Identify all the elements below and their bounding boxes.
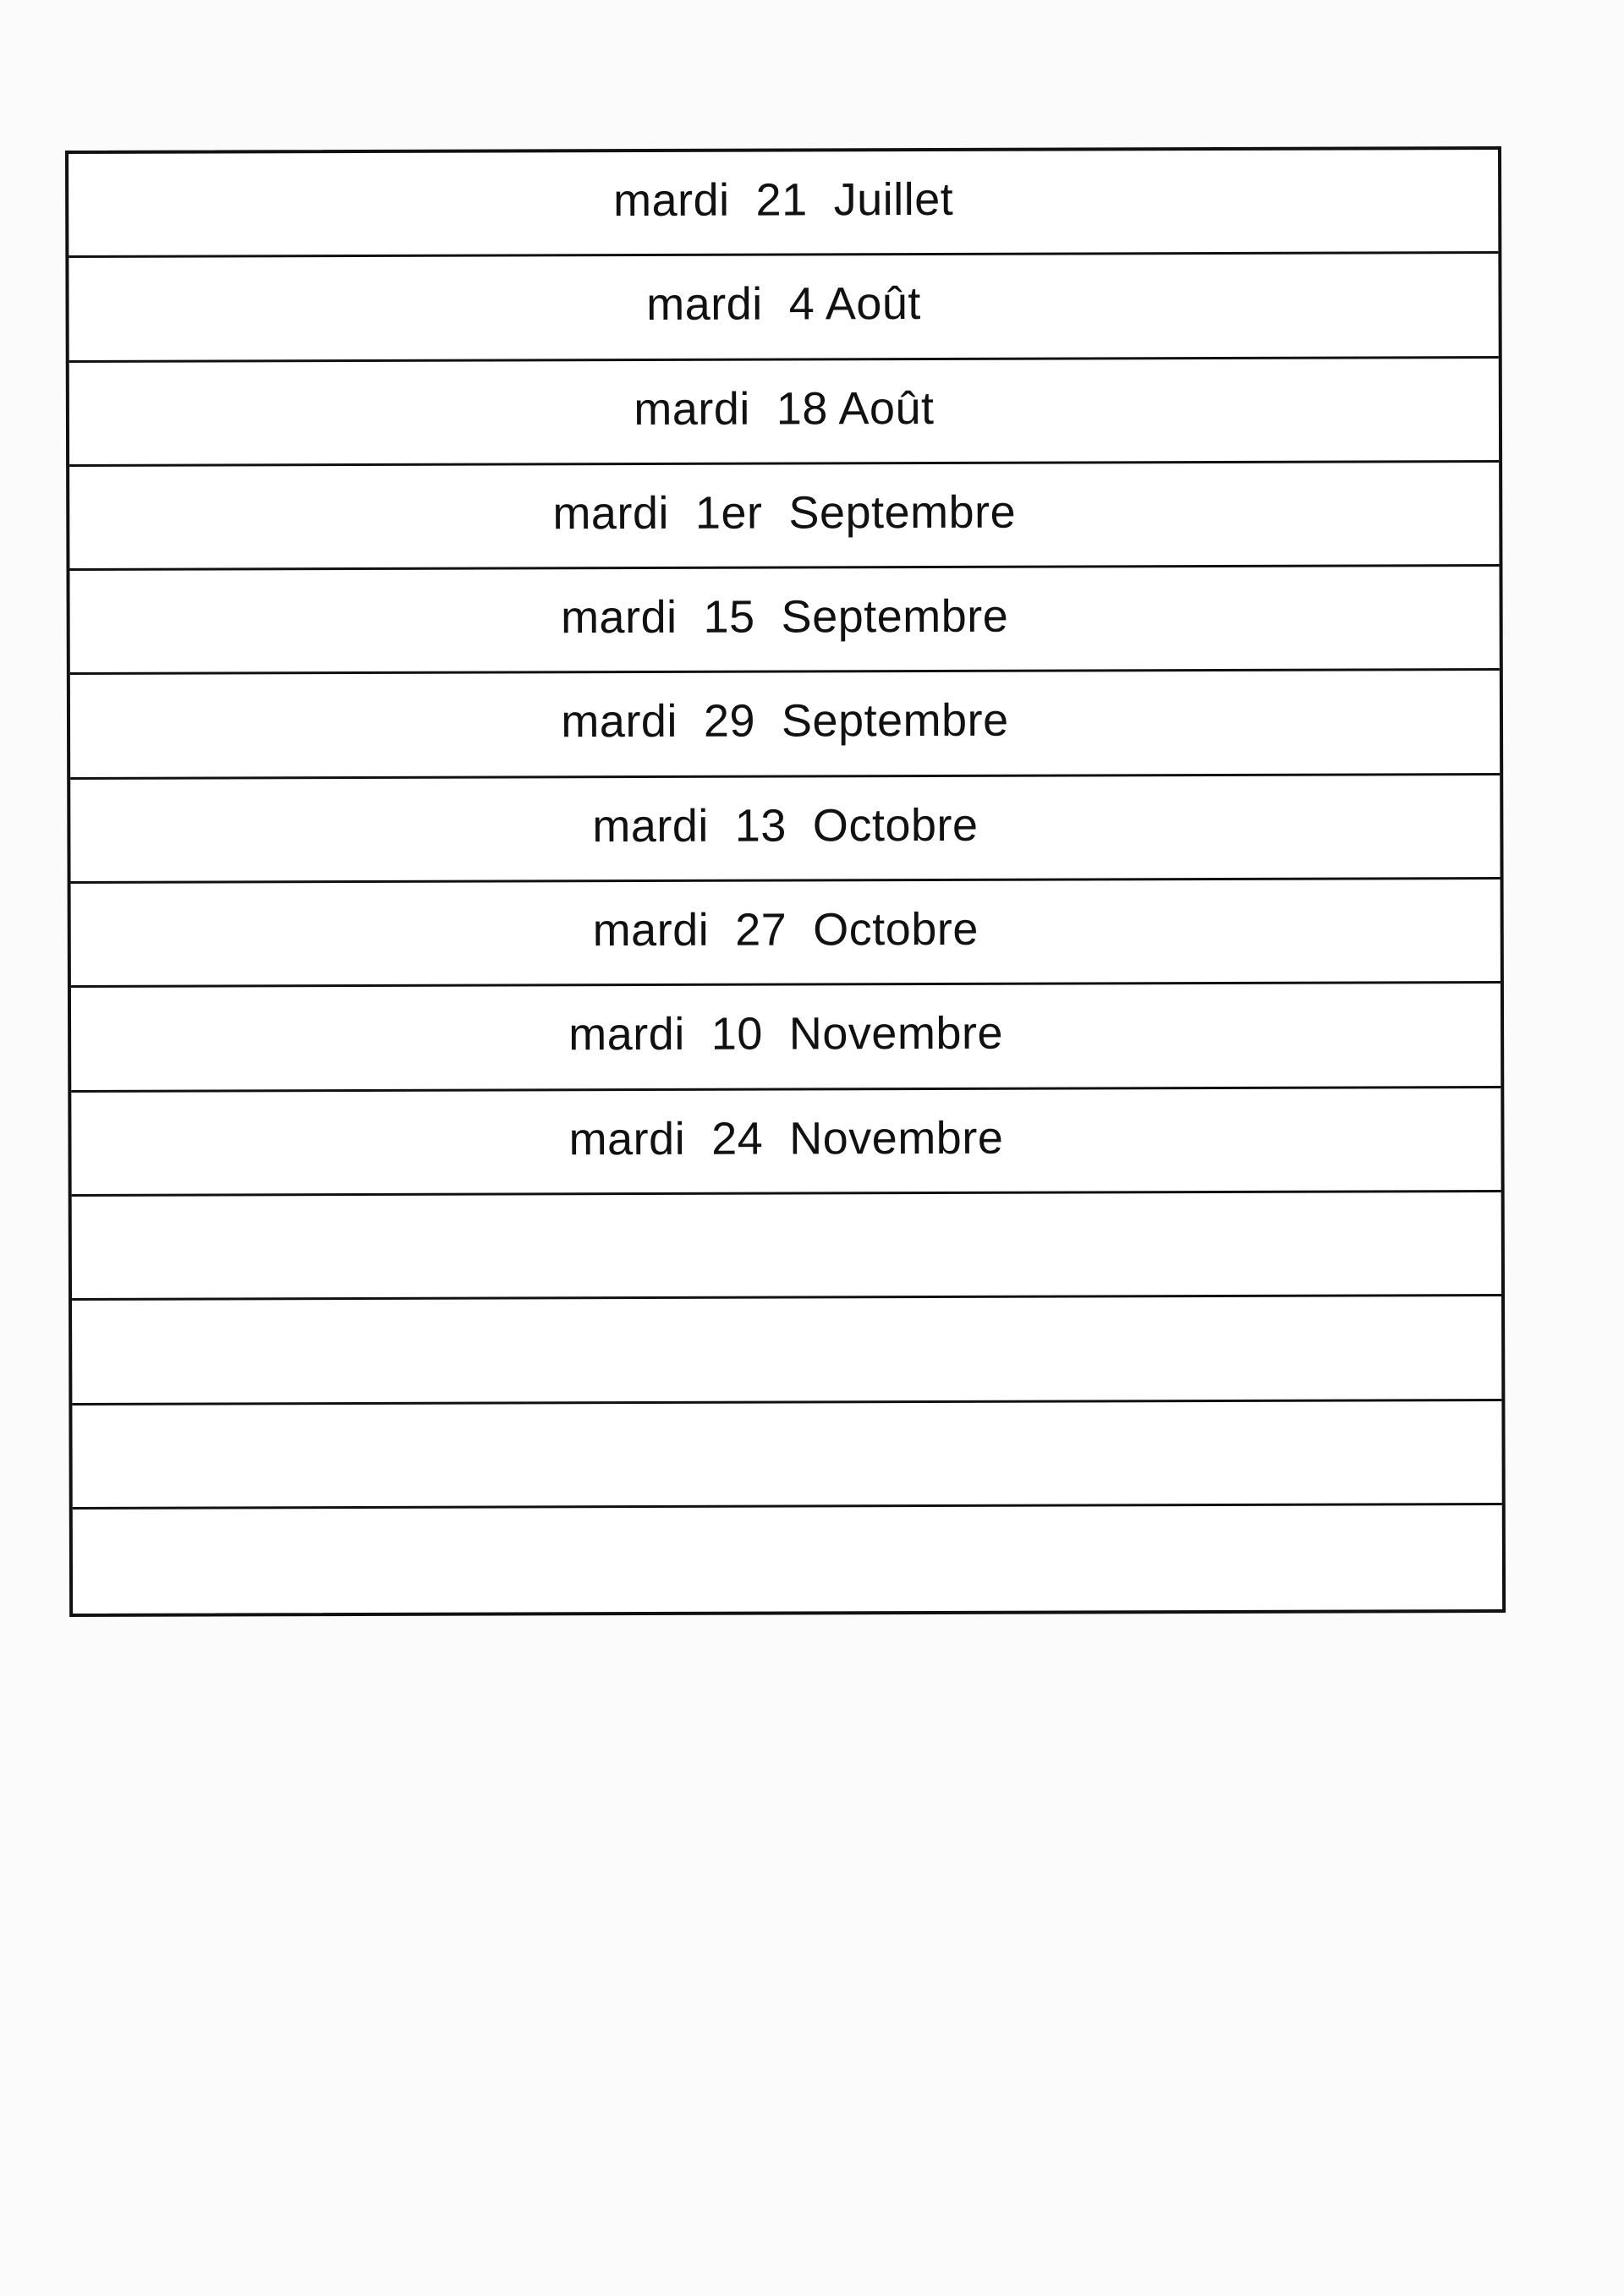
table-row bbox=[71, 1088, 1501, 1197]
table-row-empty bbox=[72, 1296, 1501, 1405]
table-row bbox=[69, 463, 1499, 571]
row-date-text: mardi 29 Septembre bbox=[561, 695, 1009, 748]
row-date-text: mardi 27 Octobre bbox=[592, 903, 979, 956]
row-date-text: mardi 15 Septembre bbox=[560, 590, 1009, 644]
table-row bbox=[71, 879, 1501, 988]
table-row bbox=[69, 254, 1498, 362]
row-date-text: mardi 10 Novembre bbox=[568, 1008, 1004, 1060]
table-row-empty bbox=[72, 1401, 1501, 1510]
table-row bbox=[70, 775, 1500, 884]
row-date-text: mardi 1er Septembre bbox=[552, 486, 1017, 540]
table-row bbox=[69, 567, 1499, 675]
table-row bbox=[69, 150, 1498, 258]
row-date-text: mardi 13 Octobre bbox=[592, 799, 979, 852]
table-row-empty bbox=[72, 1192, 1501, 1301]
table-row-empty bbox=[73, 1505, 1502, 1614]
table-row bbox=[70, 671, 1500, 779]
table-row bbox=[71, 984, 1501, 1092]
row-date-text: mardi 18 Août bbox=[634, 382, 935, 435]
row-date-text: mardi 4 Août bbox=[646, 278, 921, 331]
row-date-text: mardi 21 Juillet bbox=[612, 173, 954, 227]
row-date-text: mardi 24 Novembre bbox=[568, 1112, 1004, 1164]
date-table bbox=[65, 146, 1506, 1617]
table-row bbox=[69, 359, 1499, 467]
